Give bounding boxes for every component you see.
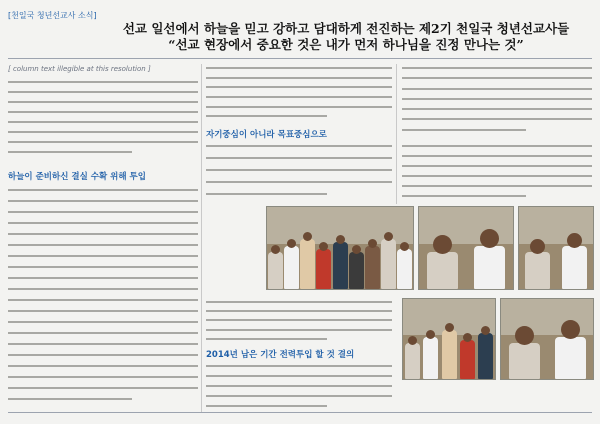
text-line <box>206 365 392 367</box>
column-divider <box>396 64 397 204</box>
photo-person <box>555 337 586 379</box>
photo-person-head <box>287 239 296 248</box>
photo-person <box>562 246 587 289</box>
header-rule <box>8 58 592 59</box>
photo-person-head <box>515 326 534 345</box>
photo-person <box>268 252 283 289</box>
text-line <box>8 121 198 123</box>
text-line <box>402 175 592 177</box>
text-line <box>206 405 327 407</box>
body-text <box>206 362 392 412</box>
photo-person <box>460 340 475 379</box>
text-line <box>8 101 198 103</box>
text-line <box>8 233 198 235</box>
photo <box>266 206 414 290</box>
text-line <box>8 211 198 213</box>
text-line <box>206 181 392 183</box>
photo-person <box>427 252 458 289</box>
photo <box>518 206 594 290</box>
photo-person <box>333 242 348 289</box>
photo-person-head <box>408 336 417 345</box>
photo-person-head <box>319 242 328 251</box>
text-line <box>402 195 526 197</box>
text-line <box>402 145 592 147</box>
text-line <box>8 365 198 367</box>
text-line <box>206 338 327 340</box>
photo-person-head <box>480 229 499 248</box>
headline-sub: “선교 현장에서 중요한 것은 내가 먼저 하나님을 진정 만나는 것” <box>168 37 524 52</box>
photo-person-head <box>433 235 452 254</box>
photo-person <box>525 252 550 289</box>
photo-person <box>316 249 331 289</box>
text-line <box>8 310 198 312</box>
text-line <box>8 288 198 290</box>
photo-person <box>509 343 540 379</box>
text-line <box>8 222 198 224</box>
photo-person <box>474 246 505 289</box>
photo-person-head <box>303 232 312 241</box>
body-text <box>206 298 392 344</box>
text-line <box>8 299 198 301</box>
photo <box>500 298 594 380</box>
text-line <box>206 106 392 108</box>
text-line <box>206 86 392 88</box>
subhead: 하늘이 준비하신 결실 수확 위해 투입 <box>8 172 146 182</box>
body-text <box>8 186 198 406</box>
photo-person <box>478 333 493 379</box>
footer-rule <box>8 412 592 413</box>
body-text <box>402 64 592 136</box>
text-line <box>206 375 392 377</box>
text-line <box>8 131 198 133</box>
photo-person-head <box>463 333 472 342</box>
text-line <box>8 255 198 257</box>
text-line <box>206 67 392 69</box>
text-line <box>402 185 592 187</box>
text-line <box>206 77 392 79</box>
text-line <box>8 111 198 113</box>
text-line <box>8 200 198 202</box>
text-line <box>206 319 392 321</box>
text-line <box>402 129 526 131</box>
text-line <box>8 354 198 356</box>
photo-person-head <box>400 242 409 251</box>
body-text <box>206 142 392 202</box>
text-line <box>206 169 392 171</box>
photo-person <box>405 343 420 379</box>
illegible-notice: [ column text illegible at this resolution ] <box>8 65 151 73</box>
photo-person <box>284 246 299 289</box>
photo-person-head <box>368 239 377 248</box>
text-line <box>8 189 198 191</box>
subhead: 2014년 남은 기간 전력투입 할 것 결의 <box>206 350 355 360</box>
photo-person-head <box>426 330 435 339</box>
text-line <box>402 77 592 79</box>
headline-main: 선교 일선에서 하늘을 믿고 강하고 담대하게 전진하는 제2기 천일국 청년선교사들 <box>122 21 570 36</box>
photo-person-head <box>352 245 361 254</box>
section-tag: [천일국 청년선교사 소식] <box>8 11 97 20</box>
photo <box>418 206 514 290</box>
text-line <box>402 118 592 120</box>
photo-person <box>349 252 364 289</box>
text-line <box>402 67 592 69</box>
photo-person-head <box>561 320 580 339</box>
text-line <box>402 98 592 100</box>
text-line <box>402 165 592 167</box>
text-line <box>8 398 132 400</box>
photo-person-head <box>530 239 545 254</box>
photo-person-head <box>445 323 454 332</box>
text-line <box>8 244 198 246</box>
photo-person-head <box>271 245 280 254</box>
text-line <box>206 301 392 303</box>
text-line <box>8 332 198 334</box>
photo-person-head <box>567 233 582 248</box>
headline <box>96 21 596 53</box>
photo-person-head <box>336 235 345 244</box>
text-line <box>8 151 132 153</box>
text-line <box>206 395 392 397</box>
text-line <box>206 96 392 98</box>
text-line <box>8 321 198 323</box>
text-line <box>8 343 198 345</box>
photo-person <box>381 239 396 289</box>
text-line <box>206 115 327 117</box>
text-line <box>206 145 392 147</box>
text-line <box>8 376 198 378</box>
text-line <box>402 108 592 110</box>
text-line <box>206 385 392 387</box>
photo-person <box>423 337 438 379</box>
photo-person-head <box>384 232 393 241</box>
photo-person-head <box>481 326 490 335</box>
text-line <box>8 266 198 268</box>
body-text <box>8 78 198 158</box>
subhead: 자기중심이 아니라 목표중심으로 <box>206 130 327 140</box>
text-line <box>8 91 198 93</box>
text-line <box>8 277 198 279</box>
body-text <box>206 64 392 122</box>
body-text <box>402 142 592 202</box>
text-line <box>402 88 592 90</box>
photo <box>402 298 496 380</box>
text-line <box>402 155 592 157</box>
text-line <box>206 193 327 195</box>
text-line <box>206 157 392 159</box>
photo-person <box>365 246 380 289</box>
text-line <box>8 387 198 389</box>
text-line <box>8 81 198 83</box>
column-divider <box>201 64 202 412</box>
photo-person <box>442 330 457 379</box>
photo-person <box>397 249 412 289</box>
text-line <box>206 310 392 312</box>
text-line <box>206 329 392 331</box>
text-line <box>8 141 198 143</box>
photo-person <box>300 239 315 289</box>
